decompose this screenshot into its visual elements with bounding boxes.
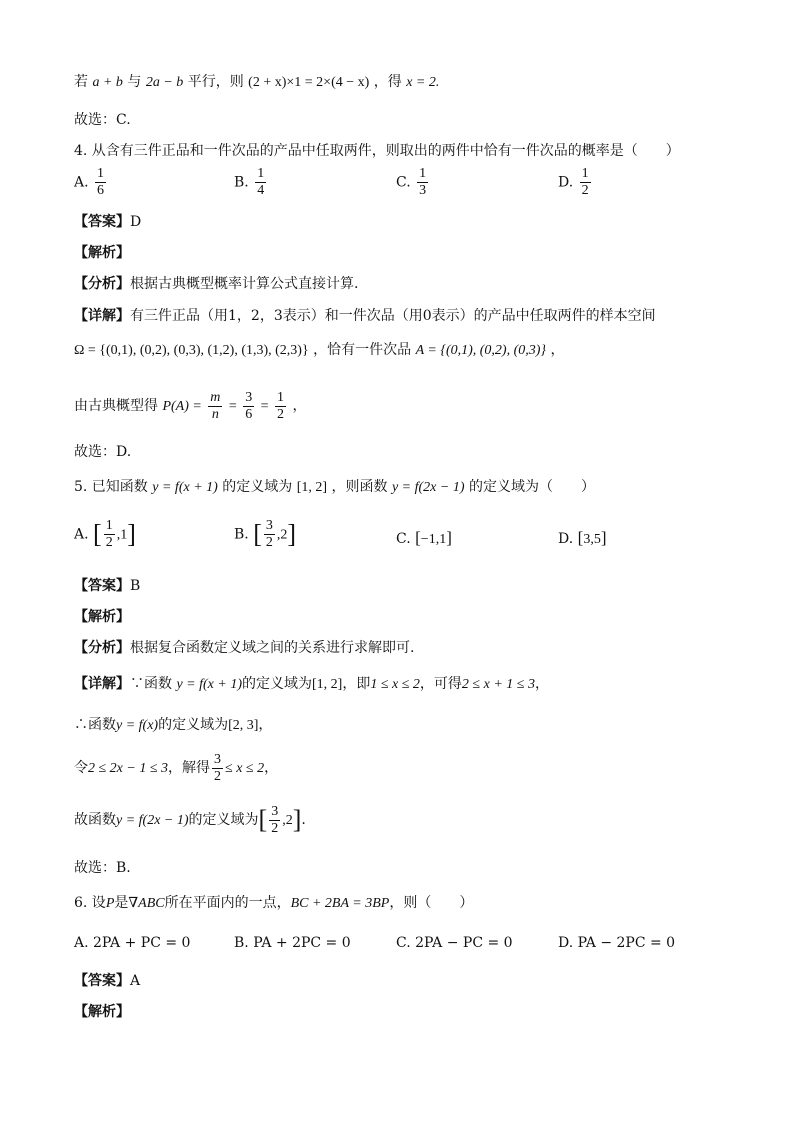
denominator: 6 [97,183,105,198]
fraction [208,390,222,423]
math-expr: ,1 [116,527,128,543]
q4-option-b[interactable] [234,166,268,199]
xiangjie-tag: 【详解】 [74,676,130,692]
denominator: 3 [419,183,427,198]
numerator: 3 [245,389,253,405]
math-expr: [1, 2] [312,677,343,692]
q4-jiexi: 【解析】 [74,245,130,261]
q5-xiangjie-line1 [74,674,549,695]
option-label: B. [234,174,249,191]
math-expr: y = f(2x − 1) [391,480,465,495]
math-expr: ∇ABC [128,896,165,911]
fraction [264,518,275,551]
q6-option-a[interactable]: A. 2PA + PC = 0 [74,935,191,951]
numerator: 1 [97,166,105,181]
fraction [212,752,223,785]
q5-xiangjie-line3 [74,748,278,789]
q4-probability: 由古典概型得 P(A) = $\frac{m}{n}$ = $\frac{3}{6}$ = $\frac{1}{2}$ ， [74,389,307,422]
text: 6. 设 [74,895,106,911]
fenxi-text: 根据复合函数定义域之间的关系进行求解即可. [130,640,415,656]
text: ，得 [373,74,402,90]
option-label: A. [74,526,89,543]
question-4-text: 4. 从含有三件正品和一件次品的产品中任取两件，则取出的两件中恰有一件次品的概率是（ ） [74,143,680,159]
fraction [255,166,266,199]
q5-option-c[interactable]: C. [−1,1] [396,528,452,547]
math-expr: x = 2. [406,75,440,90]
math-expr: a + b [92,75,123,90]
text: ， [550,342,565,358]
text: 的定义域为 [188,812,259,828]
fraction [417,166,428,199]
numerator: 1 [257,166,265,181]
text: 令 [74,760,88,776]
selection-c: 故选：C. [74,112,131,128]
text: ，可得 [419,676,462,692]
denominator: 4 [257,183,265,198]
text: 由古典概型得 [74,398,158,414]
math-expr: P(A) = [162,399,202,414]
text: ， [258,717,273,733]
q5-option-a[interactable]: A. [ $\frac{1}{2}$ ,1] [74,518,136,550]
math-expr: y = f(2x − 1) [116,813,189,828]
line-parallel-vectors [74,72,439,93]
question-5-text [74,477,595,498]
q4-option-a[interactable] [74,166,108,199]
text: 与 [127,74,142,90]
denominator: 6 [245,406,253,422]
denominator: 2 [271,820,279,836]
text: 的定义域为 [242,676,312,692]
math-expr: (2 + x)×1 = 2×(4 − x) [248,75,370,90]
option-label: B. [234,526,249,543]
q4-answer [74,212,141,232]
text: ，解得 [168,760,211,776]
numerator: 1 [105,518,113,533]
q5-xiangjie-line2 [74,715,272,736]
text: ∴函数 [74,717,116,733]
denominator: 2 [277,406,285,422]
q4-selection: 故选：D. [74,444,132,460]
math-expr: 2 ≤ x + 1 ≤ 3 [461,677,535,692]
text: 5. 已知函数 [74,479,148,495]
numerator: 1 [419,166,427,181]
option-label: C. [396,174,411,191]
fraction [275,390,286,423]
fraction [95,166,106,199]
text: 的定义域为（ ） [468,479,595,495]
answer-value: B [130,578,141,594]
text: ， [292,398,307,414]
denominator: 2 [214,768,222,784]
option-label: D. [558,531,574,547]
option-label: C. [396,531,411,547]
option-label: A. [74,174,89,191]
question-6-text [74,893,473,914]
math-expr: 2a − b [145,75,184,90]
text: 平行，则 [187,74,244,90]
text: ，恰有一件次品 [313,342,412,358]
answer-tag: 【答案】 [74,214,130,230]
math-expr: ≤ x ≤ 2 [225,761,265,776]
answer-value: D [130,214,142,230]
fraction [243,390,254,423]
text: ∵函数 [130,676,172,692]
math-expr: [2, 3] [228,718,259,733]
answer-value: A [130,973,141,989]
q6-option-d[interactable]: D. PA − 2PC = 0 [558,935,676,951]
text: . [301,812,306,828]
text: ，则（ ） [389,895,474,911]
numerator: 3 [214,751,222,767]
fraction [580,166,591,199]
q5-jiexi: 【解析】 [74,609,130,625]
q5-fenxi [74,638,414,658]
math-expr: y = f(x + 1) [152,480,218,495]
math-expr: P [105,896,115,911]
q5-answer [74,576,140,596]
denominator: 2 [105,535,113,550]
math-expr: 2 ≤ 2x − 1 ≤ 3 [88,761,169,776]
text: 若 [74,74,88,90]
xiangjie-text: 有三件正品（用1，2，3表示）和一件次品（用0表示）的产品中任取两件的样本空间 [130,308,656,324]
math-expr: [1, 2] [296,480,328,495]
math-expr: y = f(x + 1) [176,677,242,692]
q4-option-d[interactable] [558,166,593,199]
math-expr: y = f(x) [116,718,159,733]
numerator: 3 [271,803,279,819]
denominator: n [211,406,219,422]
numerator: 1 [277,389,285,405]
q6-option-b[interactable]: B. PA + 2PC = 0 [234,935,351,951]
fenxi-text: 根据古典概型概率计算公式直接计算. [130,276,359,292]
q6-answer [74,971,140,991]
math-expr: 1 ≤ x ≤ 2 [370,677,420,692]
q5-option-d[interactable]: D. [3,5] [558,528,607,547]
q5-selection: 故选：B. [74,860,131,876]
math-expr: BC + 2BA = 3BP [290,896,390,911]
q6-option-c[interactable]: C. 2PA − PC = 0 [396,935,513,951]
numerator: 3 [265,518,273,533]
q4-option-c[interactable] [396,166,430,199]
denominator: 2 [581,183,589,198]
fenxi-tag: 【分析】 [74,640,130,656]
text: 所在平面内的一点， [164,895,291,911]
fenxi-tag: 【分析】 [74,276,130,292]
answer-tag: 【答案】 [74,973,130,989]
fraction [269,804,280,837]
q6-jiexi: 【解析】 [74,1004,130,1020]
text: ， [264,760,279,776]
denominator: 2 [265,535,273,550]
math-expr: A = {(0,1), (0,2), (0,3)} [415,343,547,358]
answer-tag: 【答案】 [74,578,130,594]
q4-sample-space [74,340,564,361]
math-expr: −1,1 [420,532,447,547]
text: ， [534,676,549,692]
xiangjie-tag: 【详解】 [74,308,130,324]
text: ，则函数 [331,479,388,495]
text: ，即 [342,676,371,692]
fraction [104,518,115,551]
math-expr: 3,5 [583,532,601,547]
text: 的定义域为 [158,717,229,733]
numerator: 1 [581,166,589,181]
q5-xiangjie-line4: 故函数y = f(2x − 1)的定义域为[ $\frac{3}{2}$ ,2]. [74,803,306,836]
option-label: D. [558,174,574,191]
q5-option-b[interactable]: B. [ $\frac{3}{2}$ ,2] [234,518,297,550]
math-expr: Ω = {(0,1), (0,2), (0,3), (1,2), (1,3), (2,3)} [74,343,309,358]
text: 是 [114,895,129,911]
numerator: m [210,389,221,405]
q4-xiangjie [74,306,656,326]
text: 故函数 [74,812,116,828]
math-expr: ,2 [276,527,288,543]
math-expr: ,2 [282,813,293,828]
q4-fenxi [74,274,358,294]
text: 的定义域为 [222,479,293,495]
